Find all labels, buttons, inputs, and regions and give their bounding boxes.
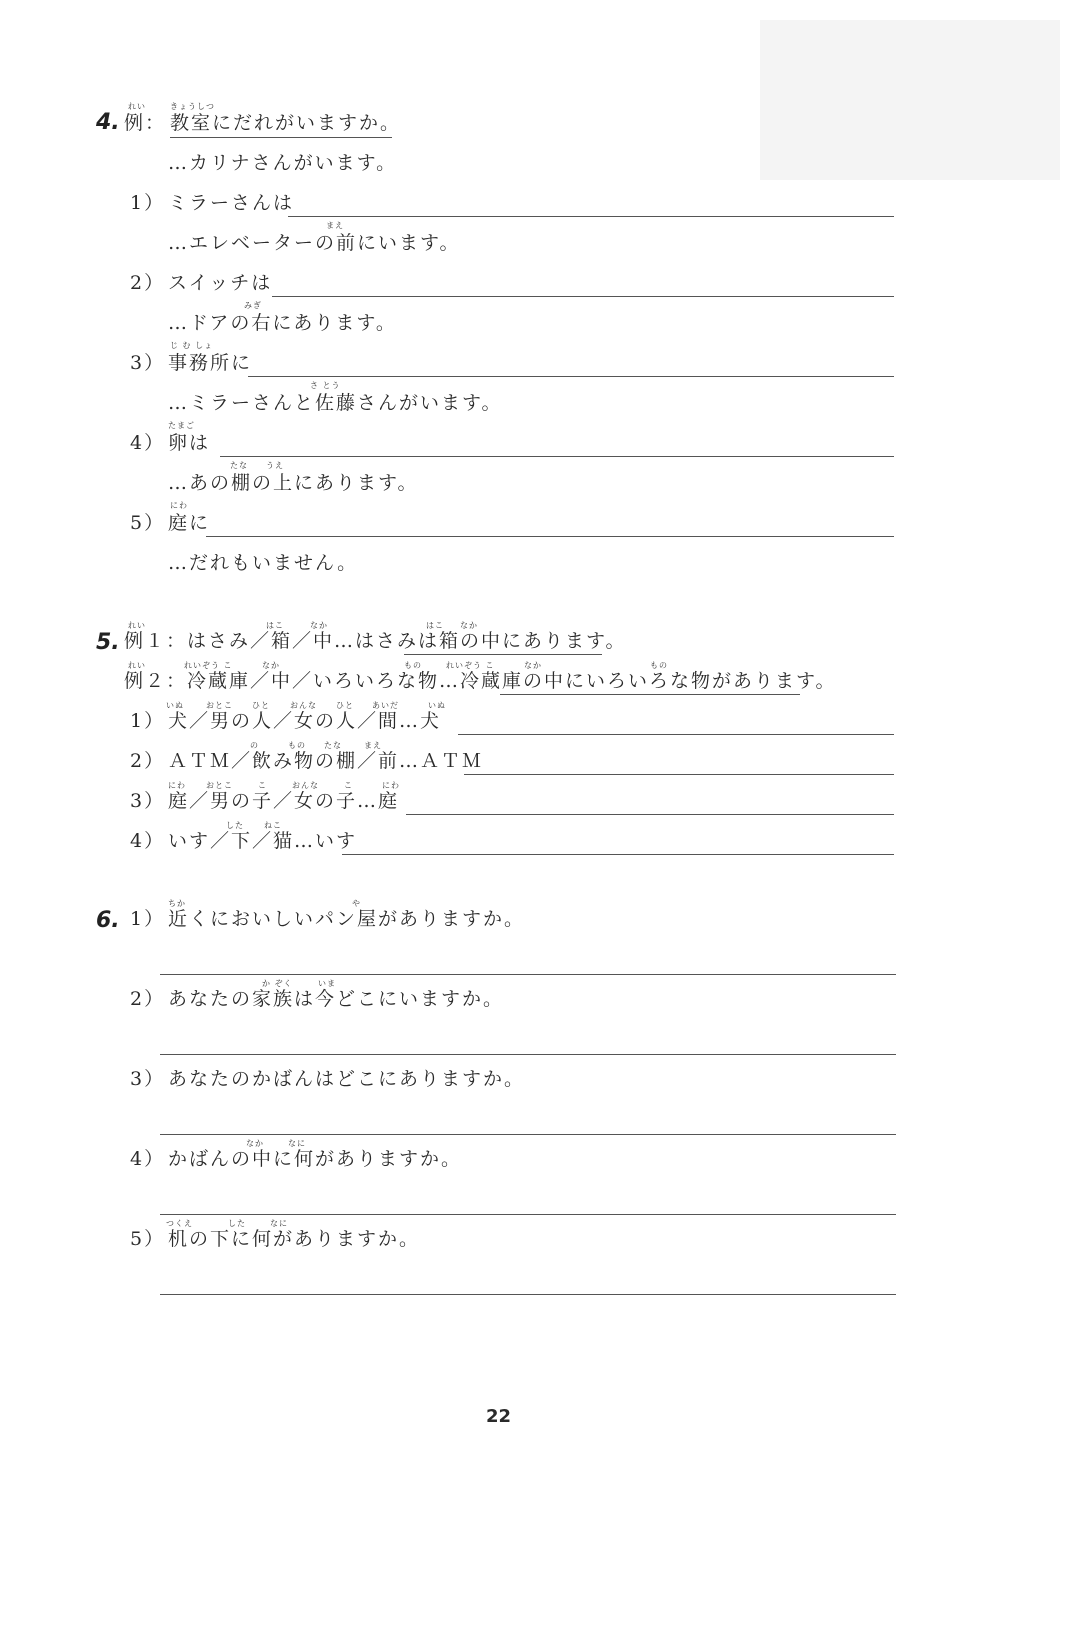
ruby: まえ — [364, 741, 382, 750]
q6-item-3-text: あなたのかばんはどこにありますか。 — [168, 1068, 526, 1090]
q5-item-4-text: いす／下／猫…いす — [168, 830, 358, 852]
q4-item-2-answer-line[interactable] — [272, 296, 894, 297]
ruby: あいだ — [372, 701, 399, 710]
q5-item-3-answer-line[interactable] — [406, 814, 894, 815]
q4-example-label: 例： — [124, 112, 167, 134]
q5-number: 5. — [96, 630, 120, 655]
ruby: はこ — [266, 621, 284, 630]
ruby: いぬ — [428, 701, 446, 710]
q4-item-3-num: 3） — [130, 352, 166, 374]
ruby: おんな — [290, 701, 317, 710]
q4-item-1-prompt: ミラーさんは — [168, 192, 295, 214]
q5-example-1: 例１：はさみ／箱／中…はさみは箱の中にあります。 — [124, 630, 627, 652]
ruby: いぬ — [166, 701, 184, 710]
ruby: れい — [128, 661, 146, 670]
q4-item-4-prompt: 卵は — [168, 432, 211, 454]
q6-item-1-num: 1） — [130, 908, 166, 930]
example-underline — [170, 137, 392, 138]
ruby: ねこ — [264, 821, 282, 830]
q4-item-3-answer-line[interactable] — [248, 376, 894, 377]
q4-item-1-num: 1） — [130, 192, 166, 214]
q4-item-2-num: 2） — [130, 272, 166, 294]
ruby: にわ — [168, 781, 186, 790]
q6-number: 6. — [96, 908, 120, 933]
q4-number: 4. — [96, 110, 120, 135]
page-number: 22 — [486, 1406, 512, 1427]
q4-item-5-num: 5） — [130, 512, 166, 534]
ruby: もの — [650, 661, 668, 670]
ruby: れい — [128, 621, 146, 630]
ruby: の — [250, 741, 259, 750]
q5-item-1-answer-line[interactable] — [458, 734, 894, 735]
example-underline — [404, 654, 602, 655]
q4-example-question: 教室にだれがいますか。 — [170, 112, 402, 134]
ruby: にわ — [382, 781, 400, 790]
q6-item-5-text: 机の下に何がありますか。 — [168, 1228, 421, 1250]
ruby: つくえ — [166, 1219, 193, 1228]
ruby: した — [228, 1219, 246, 1228]
example-underline — [500, 694, 800, 695]
ruby: はこ — [426, 621, 444, 630]
ruby: さ とう — [310, 381, 341, 390]
ruby: なに — [270, 1219, 288, 1228]
q5-example-2: 例２：冷蔵庫／中／いろいろな物…冷蔵庫の中にいろいろな物があります。 — [124, 670, 837, 692]
ruby: たまご — [168, 421, 195, 430]
q6-item-5-num: 5） — [130, 1228, 166, 1250]
q6-item-3-answer-line[interactable] — [160, 1134, 896, 1135]
q4-item-5-answer-line[interactable] — [206, 536, 894, 537]
ruby: うえ — [266, 461, 284, 470]
ruby: れいぞう こ — [184, 661, 233, 670]
q6-item-2-text: あなたの家族は今どこにいますか。 — [168, 988, 505, 1010]
q4-item-3-prompt: 事務所に — [168, 352, 253, 374]
q4-item-2-prompt: スイッチは — [168, 272, 273, 294]
q6-item-2-num: 2） — [130, 988, 166, 1010]
ruby: こ — [344, 781, 353, 790]
q4-item-2-answer: …ドアの右にあります。 — [168, 312, 397, 334]
q4-item-4-answer-line[interactable] — [220, 456, 894, 457]
ruby: か ぞく — [262, 979, 293, 988]
q6-item-4-text: かばんの中に何がありますか。 — [168, 1148, 463, 1170]
ruby: おんな — [292, 781, 319, 790]
ruby: もの — [404, 661, 422, 670]
q6-item-2-answer-line[interactable] — [160, 1054, 896, 1055]
ruby: ひと — [252, 701, 270, 710]
q6-item-4-num: 4） — [130, 1148, 166, 1170]
ruby: たな — [324, 741, 342, 750]
ruby: なか — [246, 1139, 264, 1148]
scan-shading — [760, 20, 1060, 180]
ruby: なか — [524, 661, 542, 670]
ruby: こ — [258, 781, 267, 790]
q6-item-5-answer-line[interactable] — [160, 1294, 896, 1295]
ruby: なに — [288, 1139, 306, 1148]
q5-item-3-text: 庭／男の子／女の子…庭 — [168, 790, 400, 812]
q4-item-5-prompt: 庭に — [168, 512, 211, 534]
q5-item-4-answer-line[interactable] — [342, 854, 894, 855]
q6-item-1-text: 近くにおいしいパン屋がありますか。 — [168, 908, 526, 930]
q5-item-1-text: 犬／男の人／女の人／間…犬 — [168, 710, 442, 732]
q5-item-2-text: ＡＴＭ／飲み物の棚／前…ＡＴＭ — [168, 750, 484, 772]
q4-item-1-answer: …エレベーターの前にいます。 — [168, 232, 461, 254]
ruby: おとこ — [206, 701, 233, 710]
q5-item-2-num: 2） — [130, 750, 166, 772]
q6-item-4-answer-line[interactable] — [160, 1214, 896, 1215]
ruby: した — [226, 821, 244, 830]
ruby: きょうしつ — [170, 102, 215, 111]
q4-example-answer: …カリナさんがいます。 — [168, 152, 398, 174]
q4-item-4-answer: …あの棚の上にあります。 — [168, 472, 419, 494]
ruby: もの — [288, 741, 306, 750]
q4-item-1-answer-line[interactable] — [288, 216, 894, 217]
q6-item-3-num: 3） — [130, 1068, 166, 1090]
ruby: なか — [310, 621, 328, 630]
q4-item-4-num: 4） — [130, 432, 166, 454]
ruby: いま — [318, 979, 336, 988]
ruby: たな — [230, 461, 248, 470]
ruby: ひと — [336, 701, 354, 710]
ruby: なか — [262, 661, 280, 670]
q6-item-1-answer-line[interactable] — [160, 974, 896, 975]
q4-item-3-answer: …ミラーさんと佐藤さんがいます。 — [168, 392, 503, 414]
q5-item-1-num: 1） — [130, 710, 166, 732]
ruby: おとこ — [206, 781, 233, 790]
ruby: まえ — [326, 221, 344, 230]
ruby: や — [352, 899, 361, 908]
ruby: みぎ — [244, 301, 262, 310]
ruby: にわ — [170, 501, 188, 510]
ruby: じ む しょ — [170, 341, 214, 350]
q4-item-5-answer: …だれもいません。 — [168, 552, 359, 574]
q5-item-3-num: 3） — [130, 790, 166, 812]
ruby: れい — [128, 102, 146, 111]
q5-item-4-num: 4） — [130, 830, 166, 852]
ruby: ちか — [168, 899, 186, 908]
ruby: れいぞう こ — [446, 661, 495, 670]
ruby: なか — [460, 621, 478, 630]
q5-item-2-answer-line[interactable] — [464, 774, 894, 775]
